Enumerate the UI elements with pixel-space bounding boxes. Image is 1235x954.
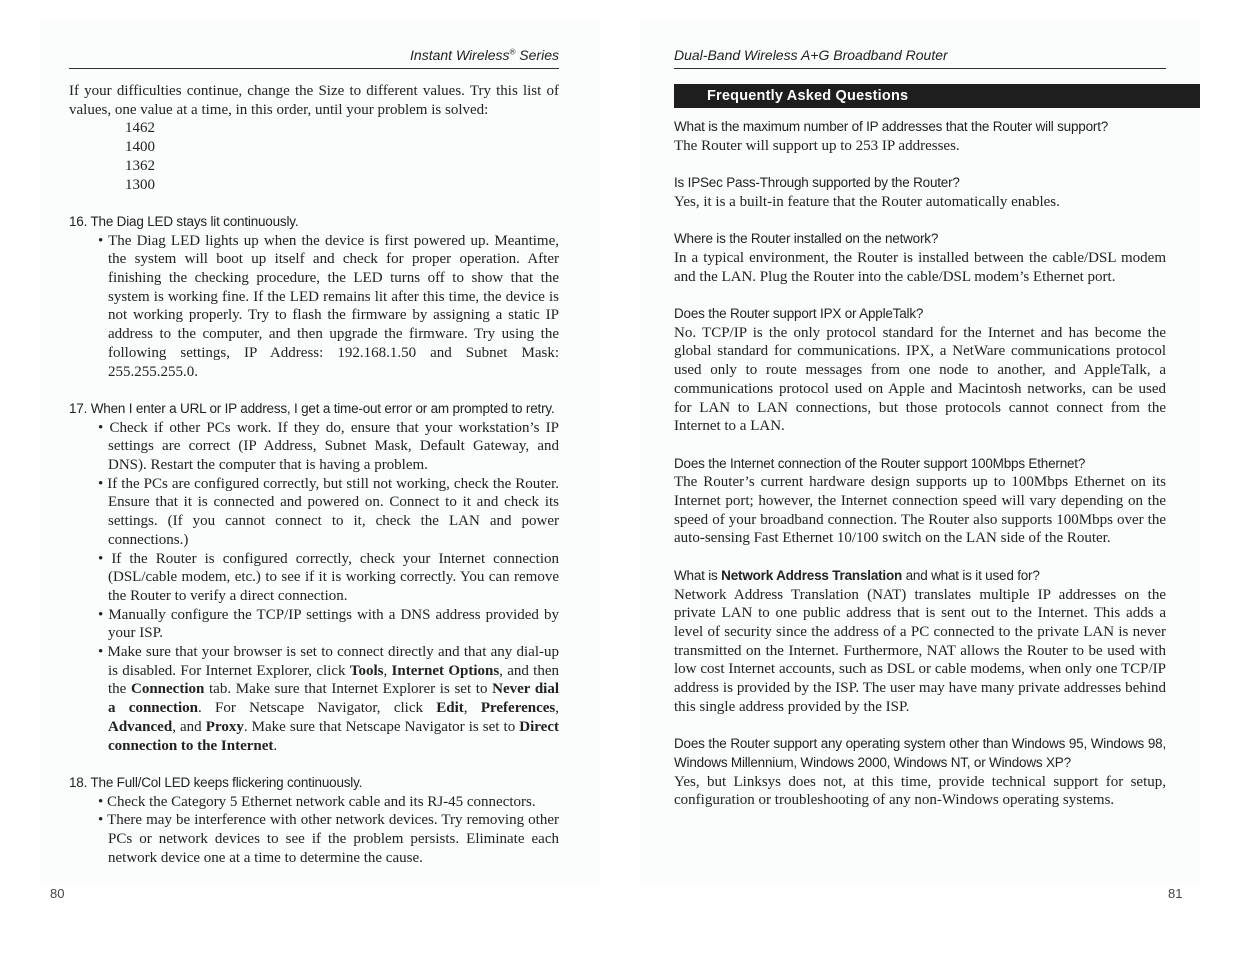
size-value: 1400 [125,139,155,156]
registered-mark: ® [509,47,516,57]
faq-question: What is the maximum number of IP addresses that the Router will support? [674,119,1109,134]
faq-answer: The Router’s current hardware design supports up to 100Mbps Ethernet on its Internet port; however, the Internet connection speed will vary depending on the speed of your broadband connection. The Router also supports 100Mbps over the auto-sensing Fast Ethernet 10/100 switch on the LAN side of the Router. [674,474,1166,547]
faq-answer: In a typical environment, the Router is installed between the cable/DSL modem and the LAN. Plug the Router into the cable/DSL modem’s Ethernet port. [674,249,1166,285]
faq-question: Does the Router support any operating system other than Windows 95, Windows 98, Windows Millennium, Windows 2000, Windows NT, or Windows XP? [674,736,1166,770]
size-value: 1462 [125,120,155,137]
answer-bullet-browser: • Make sure that your browser is set to connect directly and that any dial-up is disabled. For Internet Explorer, click Tools, Internet Options, and then the Connection tab. Make sure that Internet Explorer is set to Never dial a connection. For Netscape Navigator, click Edit, Preferences, Advanced, and Proxy. Make sure that Netscape Navigator is set to Direct connection to the Internet. [98,644,560,754]
intro-paragraph: If your difficulties continue, change the Size to different values. Try this list of values, one value at a time, in this order, until your problem is solved: [69,83,559,118]
faq-question: Where is the Router installed on the network? [674,231,939,247]
faq-question: Is IPSec Pass-Through supported by the Router? [674,175,960,191]
header-text: Instant Wireless [410,47,510,63]
answer-bullet: • There may be interference with other network devices. Try removing other PCs or network devices to see if the problem persists. Eliminate each network device one at a time to determine the cause. [98,812,559,866]
faq-question-nat: What is Network Address Translation and what is it used for? [674,567,1040,583]
answer-bullet: • Check the Category 5 Ethernet network cable and its RJ-45 connectors. [98,793,536,810]
question-18: 18. The Full/Col LED keeps flickering continuously. [69,774,363,790]
answer-bullet: • The Diag LED lights up when the device is first powered up. Meantime, the system will boot up itself and check for proper operation. After finishing the checking procedure, the LED turns off to show that the system is working fine. If the LED remains lit after this time, the device is not working properly. Try to flash the firmware by assigning a static IP address to the computer, and then upgrade the firmware. Try using the following settings, IP Address: 192.168.1.50 and Subnet Mask: 255.255.255.0. [98,232,559,380]
header-suffix: Series [515,47,559,63]
answer-bullet: • Manually configure the TCP/IP settings with a DNS address provided by your ISP. [98,606,559,642]
left-content [69,82,559,867]
right-content [674,84,1166,810]
page-number: 81 [1168,886,1183,901]
faq-answer: Yes, it is a built-in feature that the Router automatically enables. [674,193,1060,210]
faq-answer: Network Address Translation (NAT) translates multiple IP addresses on the private LAN to one public address that is sent out to the Internet. This adds a level of security since the address of a PC connected to the private LAN is never transmitted on the Internet. Furthermore, NAT allows the Router to be used with low cost Internet accounts, such as DSL or cable modems, when only one TCP/IP address is provided by the ISP. The user may have many private addresses behind this single address provided by the ISP. [674,586,1166,715]
size-value: 1362 [125,157,155,174]
question-16: 16. The Diag LED stays lit continuously. [69,213,299,229]
faq-answer: No. TCP/IP is the only protocol standard for the Internet and has become the global standard for communications. IPX, a NetWare communications protocol used only to route messages from one node to another, and AppleTalk, a communications protocol used on Apple and Macintosh networks, can be used for LAN to LAN connections, but those protocols cannot connect from the Internet to a LAN. [674,324,1166,435]
answer-bullet: • If the Router is configured correctly, check your Internet connection (DSL/cable modem, etc.) to see if it is working correctly. You can remove the Router to verify a direct connection. [98,550,559,604]
page-number: 80 [50,886,65,901]
running-header: Dual-Band Wireless A+G Broadband Router [674,47,1166,69]
faq-answer: The Router will support up to 253 IP addresses. [674,137,960,154]
size-value: 1300 [125,176,155,193]
answer-bullet: • Check if other PCs work. If they do, ensure that your workstation’s IP settings are correct (IP Address, Subnet Mask, Default Gateway, and DNS). Restart the computer that is having a problem. [98,419,559,474]
faq-answer: Yes, but Linksys does not, at this time, provide technical support for setup, configuration or troubleshooting of any non-Windows operating systems. [674,773,1166,809]
section-banner: Frequently Asked Questions [674,84,1200,108]
running-header [69,47,559,69]
answer-bullet: • If the PCs are configured correctly, but still not working, check the Router. Ensure that it is connected and powered on. Connect to it and check its settings. (If you cannot connect to it, check the LAN and power connections.) [98,475,559,548]
faq-question: Does the Internet connection of the Router support 100Mbps Ethernet? [674,455,1086,471]
faq-question: Does the Router support IPX or AppleTalk? [674,305,924,321]
question-17: 17. When I enter a URL or IP address, I get a time-out error or am prompted to retry. [69,400,555,416]
